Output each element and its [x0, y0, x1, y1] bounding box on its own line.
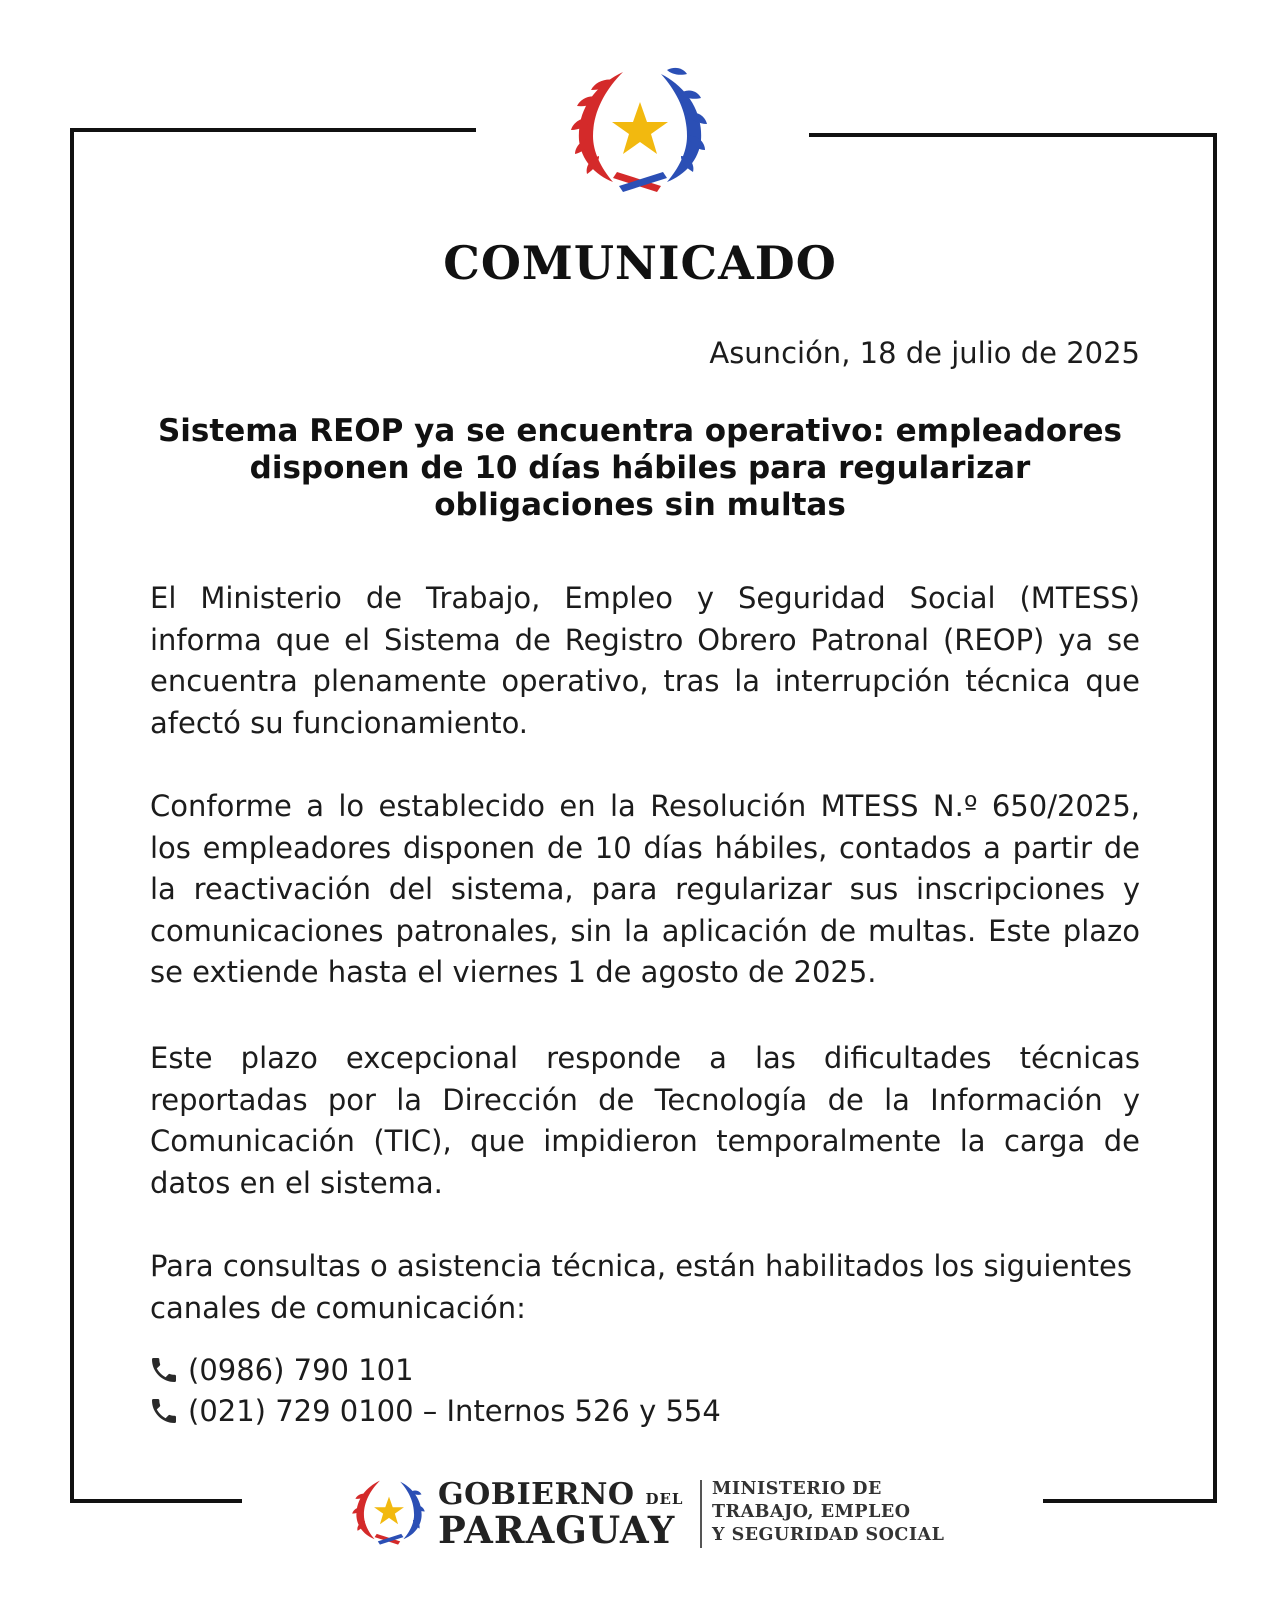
footer-divider: [700, 1480, 702, 1548]
frame-right: [1213, 133, 1217, 1503]
phone-icon: [148, 1354, 180, 1386]
contact-phone: [148, 1394, 721, 1428]
footer-gobierno-text: GOBIERNO: [438, 1477, 635, 1512]
frame-top-right: [809, 133, 1217, 137]
phone-icon: [148, 1395, 180, 1427]
paragraph: Para consultas o asistencia técnica, están habilitados los siguientes canales de comunicación:: [150, 1249, 1133, 1325]
paragraph: El Ministerio de Trabajo, Empleo y Seguridad Social (MTESS) informa que el Sistema de Registro Obrero Patronal (REOP) ya se encuentra plenamente operativo, tras la interrupción técnica que afectó su funcionamiento.: [150, 581, 1140, 740]
national-seal-icon: [565, 60, 715, 200]
page-title: COMUNICADO: [443, 236, 837, 290]
ministry-name-line: MINISTERIO DE: [712, 1479, 882, 1499]
footer-paraguay: PARAGUAY: [438, 1508, 676, 1552]
paragraph: Este plazo excepcional responde a las dificultades técnicas reportadas por la Dirección de Tecnología de la Información y Comunicación (TIC), que impidieron temporalmente la carga de datos en el sistema.: [150, 1041, 1140, 1200]
paragraph: Conforme a lo establecido en la Resolución MTESS N.º 650/2025, los empleadores disponen de 10 días hábiles, contados a partir de la reactivación del sistema, para regularizar sus inscripciones y comunicaciones patronales, sin la aplicación de multas. Este plazo se extiende hasta el viernes 1 de agosto de 2025.: [150, 789, 1140, 989]
frame-bottom-right: [1043, 1499, 1217, 1503]
footer-del-text: DEL: [645, 1490, 684, 1508]
phone-number[interactable]: (021) 729 0100 – Internos 526 y 554: [188, 1394, 721, 1428]
phone-number[interactable]: (0986) 790 101: [188, 1353, 414, 1387]
headline: Sistema REOP ya se encuentra operativo: empleadores disponen de 10 días hábiles para regularizar obligaciones sin multas: [157, 413, 1122, 523]
ministry-name-line: TRABAJO, EMPLEO: [712, 1502, 911, 1522]
ministry-name-line: Y SEGURIDAD SOCIAL: [712, 1525, 945, 1545]
government-seal-icon: [349, 1474, 429, 1549]
frame-bottom-left: [70, 1499, 242, 1503]
frame-left: [70, 128, 74, 1503]
footer-gobierno: [438, 1477, 683, 1512]
contact-phone: [148, 1353, 414, 1387]
document-date: Asunción, 18 de julio de 2025: [709, 336, 1140, 370]
frame-top-left: [70, 128, 476, 132]
